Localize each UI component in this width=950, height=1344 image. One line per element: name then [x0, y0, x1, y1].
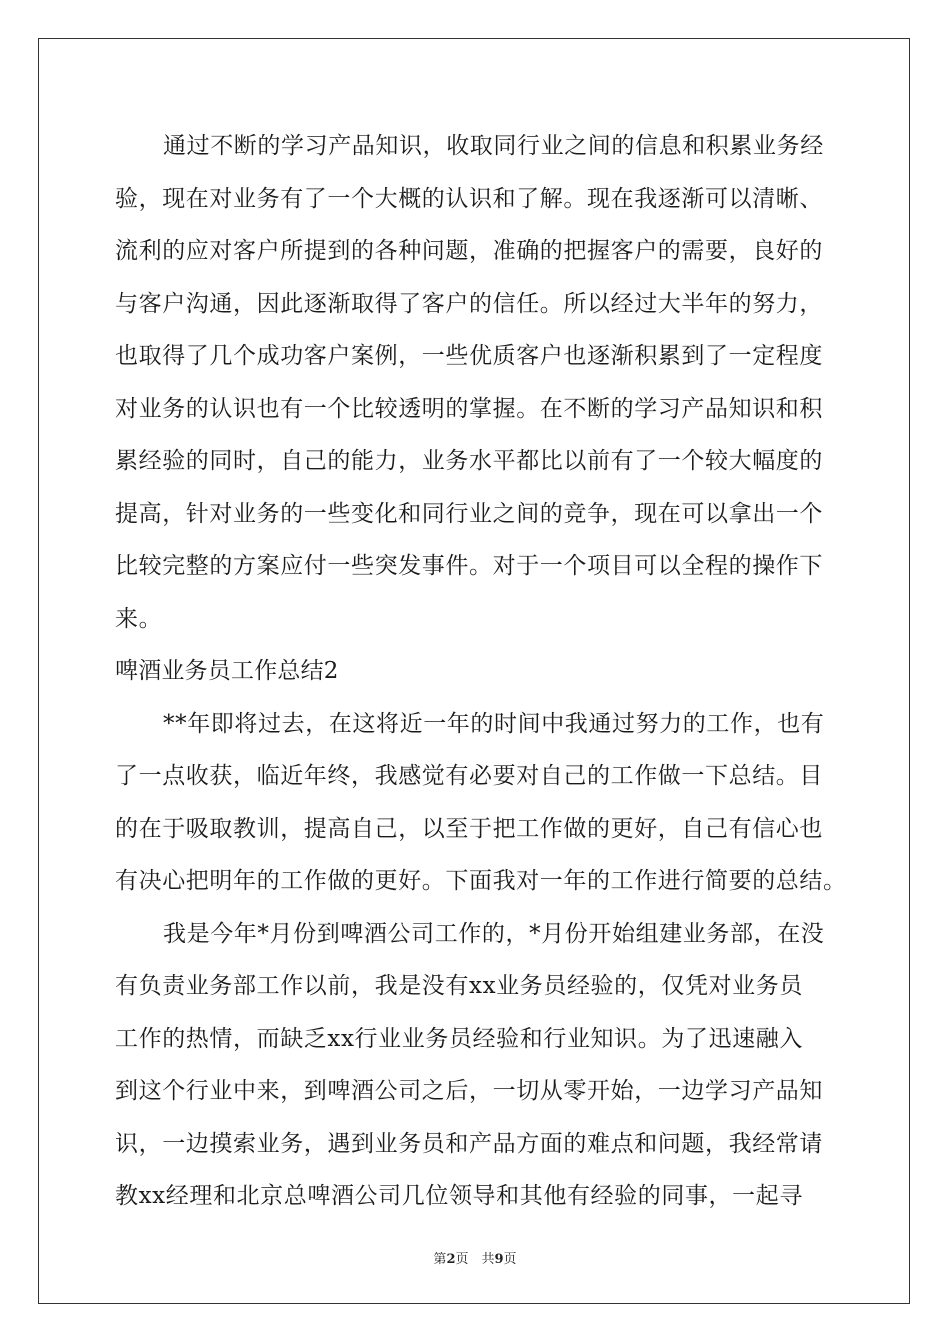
- paragraph-line: 工作的热情，而缺乏xx行业业务员经验和行业知识。为了迅速融入: [115, 1025, 803, 1052]
- paragraph-line: 与客户沟通，因此逐渐取得了客户的信任。所以经过大半年的努力，: [115, 290, 823, 317]
- paragraph-line: 的在于吸取教训，提高自己，以至于把工作做的更好，自己有信心也: [115, 815, 823, 842]
- paragraph-line: 比较完整的方案应付一些突发事件。对于一个项目可以全程的操作下: [115, 553, 823, 579]
- paragraph-line: 有负责业务部工作以前，我是没有xx业务员经验的，仅凭对业务员: [115, 973, 803, 999]
- paragraph-line: 识，一边摸索业务，遇到业务员和产品方面的难点和问题，我经常请: [115, 1130, 823, 1157]
- paragraph-line: 通过不断的学习产品知识，收取同行业之间的信息和积累业务经: [163, 133, 824, 159]
- paragraph-line: 了一点收获，临近年终，我感觉有必要对自己的工作做一下总结。目: [115, 763, 823, 789]
- page-footer: [0, 1248, 950, 1267]
- paragraph-line: 也取得了几个成功客户案例，一些优质客户也逐渐积累到了一定程度: [115, 343, 823, 369]
- paragraph-line: 提高，针对业务的一些变化和同行业之间的竞争，现在可以拿出一个: [115, 500, 823, 527]
- page-suffix: 页: [503, 1252, 517, 1267]
- paragraph-line: 我是今年*月份到啤酒公司工作的，*月份开始组建业务部，在没: [163, 920, 825, 947]
- document-body: [115, 120, 847, 1223]
- section-heading: 啤酒业务员工作总结2: [115, 658, 339, 684]
- page-mid: 页 共: [455, 1252, 495, 1267]
- paragraph-line: 来。: [115, 605, 163, 632]
- paragraph-line: 有决心把明年的工作做的更好。下面我对一年的工作进行简要的总结。: [115, 868, 847, 894]
- paragraph-line: 到这个行业中来，到啤酒公司之后，一切从零开始，一边学习产品知: [115, 1078, 823, 1104]
- paragraph-line: 对业务的认识也有一个比较透明的掌握。在不断的学习产品知识和积: [115, 395, 823, 422]
- paragraph-line: 累经验的同时，自己的能力，业务水平都比以前有了一个较大幅度的: [115, 448, 823, 474]
- paragraph-line: **年即将过去，在这将近一年的时间中我通过努力的工作，也有: [163, 710, 825, 737]
- paragraph-line: 验，现在对业务有了一个大概的认识和了解。现在我逐渐可以清晰、: [115, 185, 823, 212]
- paragraph-line: 流利的应对客户所提到的各种问题，准确的把握客户的需要，良好的: [115, 238, 823, 264]
- total-page-number: 9: [494, 1252, 504, 1267]
- paragraph-line: 教xx经理和北京总啤酒公司几位领导和其他有经验的同事，一起寻: [115, 1183, 803, 1209]
- page-prefix: 第: [433, 1252, 447, 1267]
- current-page-number: 2: [446, 1252, 456, 1267]
